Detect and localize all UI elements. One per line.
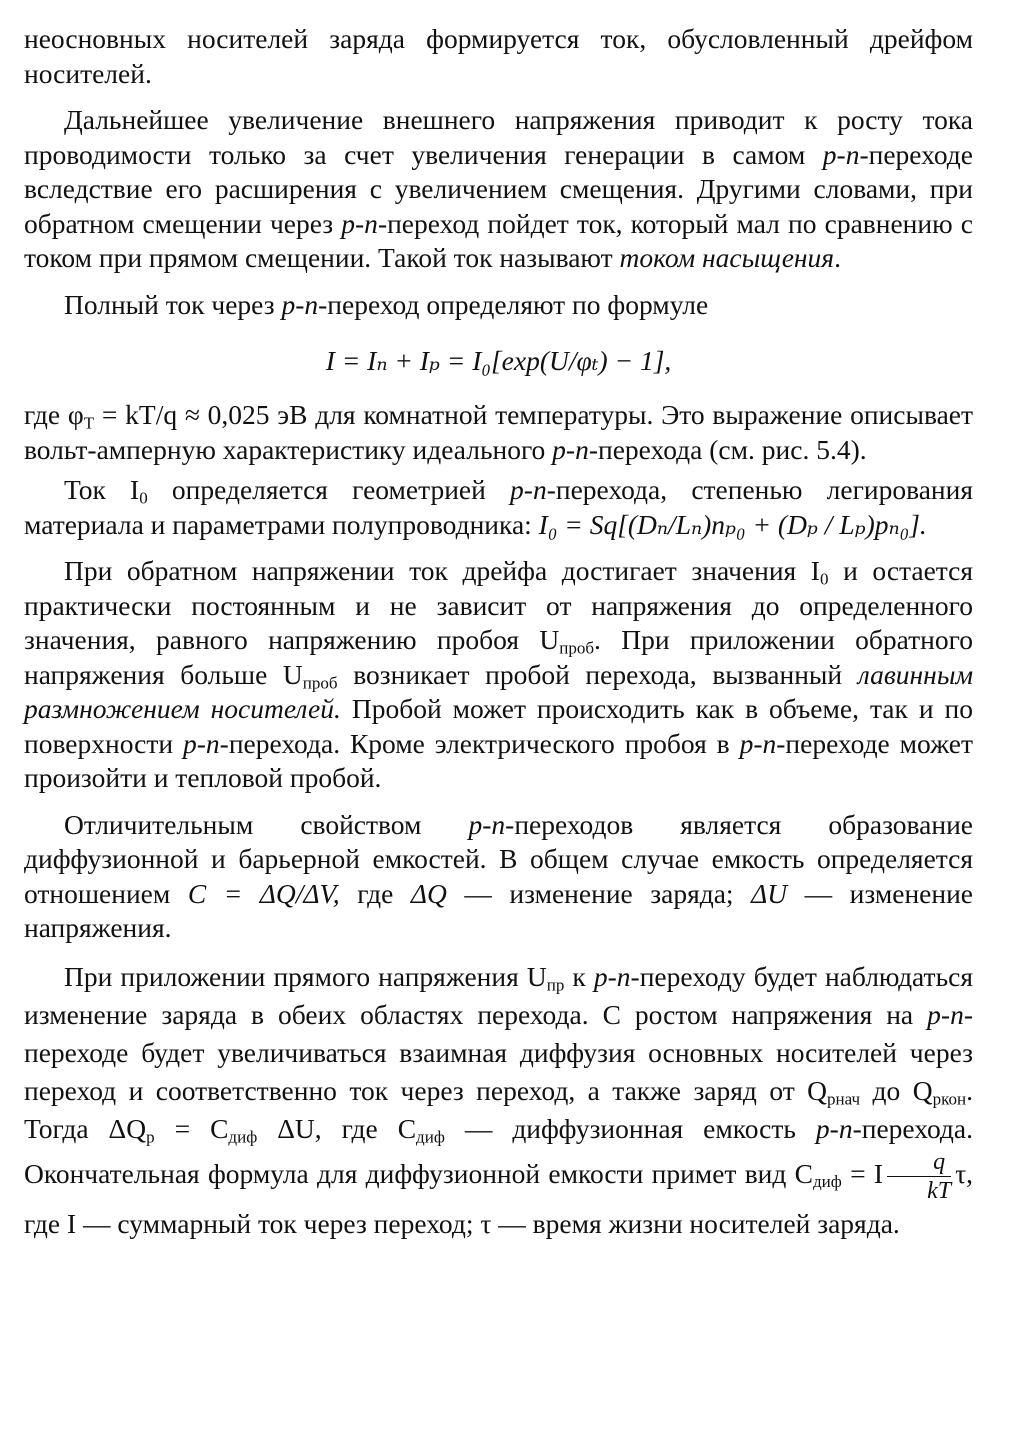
term-avalanche: лавинным размножением носителей.	[24, 658, 973, 724]
paragraph-0: неосновных носителей заряда формируется ток, обусловленный дрейфом носителей.	[24, 23, 973, 89]
paragraph-3: где $\varphi_T = kT/q \approx 0,025$ эВ для комнатной температуры. Это выражение описывает вольт-амперную характеристику идеального p-n-перехода (см. рис. 5.4).	[24, 399, 973, 465]
paragraph-5: При обратном напряжении ток дрейфа достигает значения $I_0$ и остается практически постоянным и не зависит от напряжения до определенного значения, равного напряжению пробоя $U_{проб}$. При приложении обратного напряжения больше $U_{проб}$ возникает пробой перехода, вызванный лавинным размножением носителей. Пробой может происходить как в объеме, так и по поверхности p-n-перехода. Кроме электрического пробоя в p-n-переходе может произойти и тепловой пробой.	[24, 555, 973, 793]
paragraph-7: При приложении прямого напряжения $U_{пр}$ к p-n-переходу будет наблюдаться изменение заряда в обеих областях перехода. С ростом напряжения на p-n-переходе будет увеличиваться взаимная диффузия основных носителей через переход и соответственно ток через переход, а также заряд от $Q_{рнач}$ до $Q_{ркон}$. Тогда $\Delta Q_p = C_{диф}$ ΔU, где $C_{диф}$ — диффузионная емкость p-n-перехода. Окончательная формула для диффузионной емкости примет вид $C_{диф} = I$ $\frac{q}{kT}$ τ, где I — суммарный ток через переход; τ — время жизни носителей заряда.	[24, 960, 973, 1239]
paragraph-4: Ток $I_0$ определяется геометрией p-n-перехода, степенью легирования материала и параметрами полупроводника: I₀ = Sq[(Dₙ/Lₙ)nₚ₀ + (Dₚ / Lₚ)pₙ₀].	[24, 474, 974, 540]
fraction-q-over-kT: $\frac{q}{kT}$	[887, 1148, 951, 1205]
paragraph-6: Отличительным свойством p-n-переходов является образование диффузионной и барьерной емкостей. В общем случае емкость определяется отношением C = ΔQ/ΔV, где ΔQ — изменение заряда; ΔU — изменение напряжения.	[24, 808, 974, 943]
formula-total-current: I = Iₙ + Iₚ = I₀[exp(U/φₜ) − 1],	[325, 345, 672, 376]
paragraph-1: Дальнейшее увеличение внешнего напряжения приводит к росту тока проводимости только за счет увеличения генерации в самом p-n-переходе вследствие его расширения с увеличением смещения. Другими словами, при обратном смещении через p-n-переход пойдет ток, который мал по сравнению с током при прямом смещении. Такой ток называют током насыщения.	[24, 104, 973, 273]
paragraph-2: Полный ток через p-n-переход определяют по формуле	[64, 288, 709, 320]
term-saturation-current: током насыщения	[619, 242, 835, 273]
formula-I0: I₀ = Sq[(Dₙ/Lₙ)nₚ₀ + (Dₚ / Lₚ)pₙ₀].	[538, 508, 927, 540]
